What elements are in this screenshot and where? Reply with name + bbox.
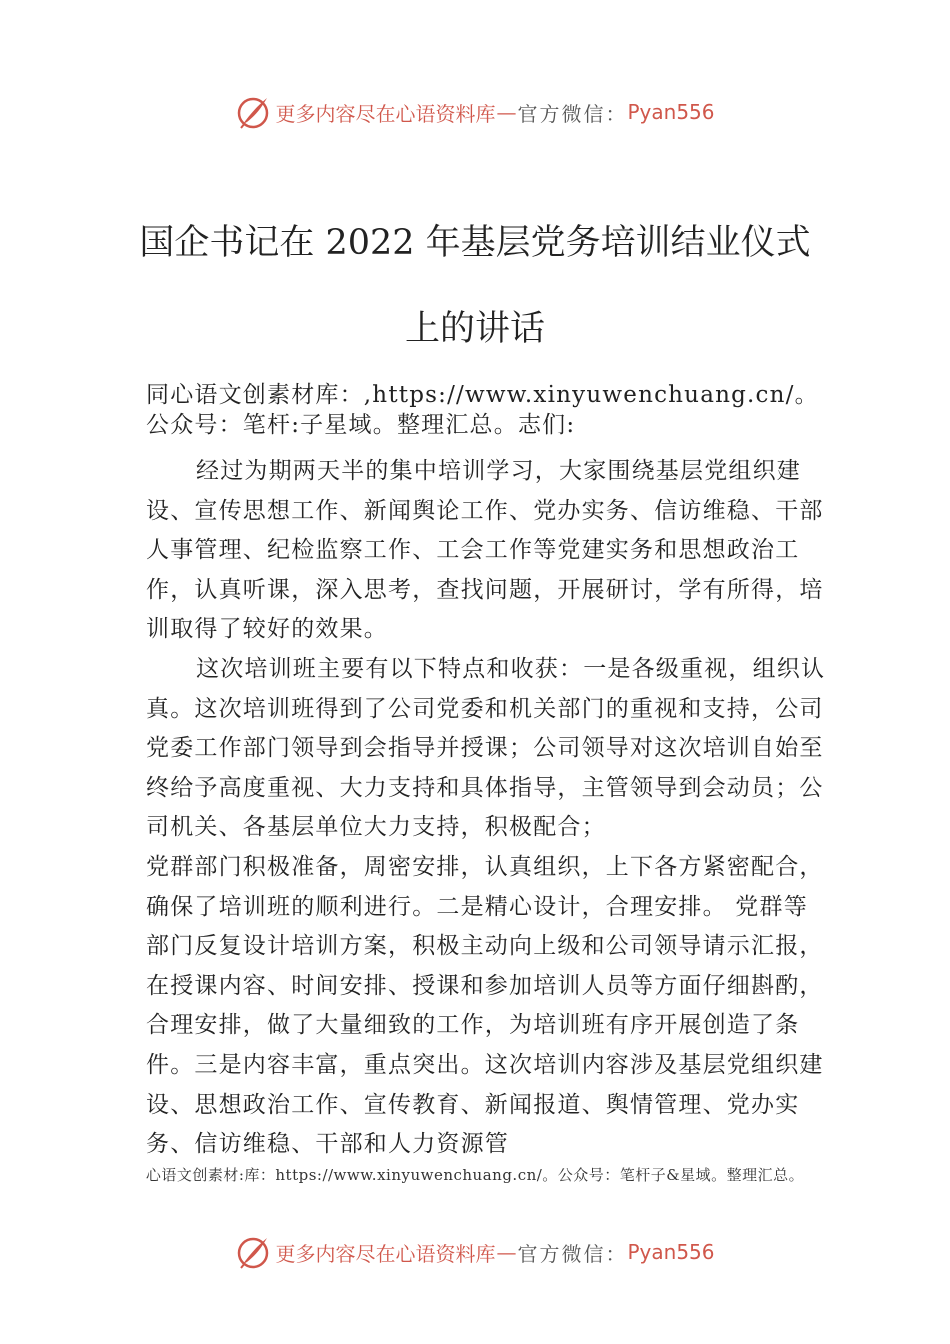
intro-line: 同心语文创素材库：,https://www.xinyuwenchuang.cn/。公众号：笔杆:子星域。整理汇总。志们: <box>146 382 819 438</box>
paragraph-1: 经过为期两天半的集中培训学习，大家围绕基层党组织建设、宣传思想工作、新闻舆论工作、党办实务、信访维稳、干部人事管理、纪检监察工作、工会工作等党建实务和思想政治工作，认真听课，深入思考，查找问题，开展研讨，学有所得，培训取得了较好的效果。 <box>146 458 824 643</box>
watermark-footer <box>0 1234 950 1270</box>
watermark-mid-text: 官方微信： <box>517 1241 628 1266</box>
watermark-wechat-id: Pyan556 <box>627 100 715 124</box>
watermark-dash: — <box>496 100 517 124</box>
title-line-1: 国企书记在 2022 年基层党务培训结业仪式 <box>139 223 811 263</box>
paragraph-2-part-1: 这次培训班主要有以下特点和收获：一是各级重视，组织认真。这次培训班得到了公司党委和机关部门的重视和支持，公司党委工作部门领导到会指导并授课；公司领导对这次培训自始至终给予高度重视、大力支持和具体指导，主管领导到会动员；公司机关、各基层单位大力支持，积极配合； <box>146 655 826 841</box>
watermark-mid-text: 官方微信： <box>517 101 628 126</box>
paragraph-2-part-2: 党群部门积极准备，周密安排，认真组织，上下各方紧密配合，确保了培训班的顺利进行。二是精心设计，合理安排。 党群等部门反复设计培训方案，积极主动向上级和公司领导请示汇报，在授课内容、时间安排、授课和参加培训人员等方面仔细斟酌，合理安排，做了大量细致的工作，为培训班有序开展创造了条件。三是内容丰富，重点突出。这次培训内容涉及基层党组织建设、思想政治工作、宣传教育、新闻报道、舆情管理、党办实务、信访维稳、干部和人力资源管 <box>146 853 824 1158</box>
quill-logo-icon <box>235 1234 271 1270</box>
document-title <box>100 200 850 372</box>
title-line-2: 上的讲话 <box>404 309 545 349</box>
watermark-header <box>0 94 950 130</box>
watermark-left-text: 更多内容尽在心语资料库 <box>275 1241 496 1266</box>
watermark-wechat-id: Pyan556 <box>627 1240 715 1264</box>
quill-logo-icon <box>235 94 271 130</box>
footer-source-line: 心语文创素材:库：https://www.xinyuwenchuang.cn/。公众号：笔杆子&星域。整理汇总。 <box>145 1166 805 1184</box>
watermark-left-text: 更多内容尽在心语资料库 <box>275 101 496 126</box>
watermark-dash: — <box>496 1240 517 1264</box>
document-body <box>146 380 826 1165</box>
